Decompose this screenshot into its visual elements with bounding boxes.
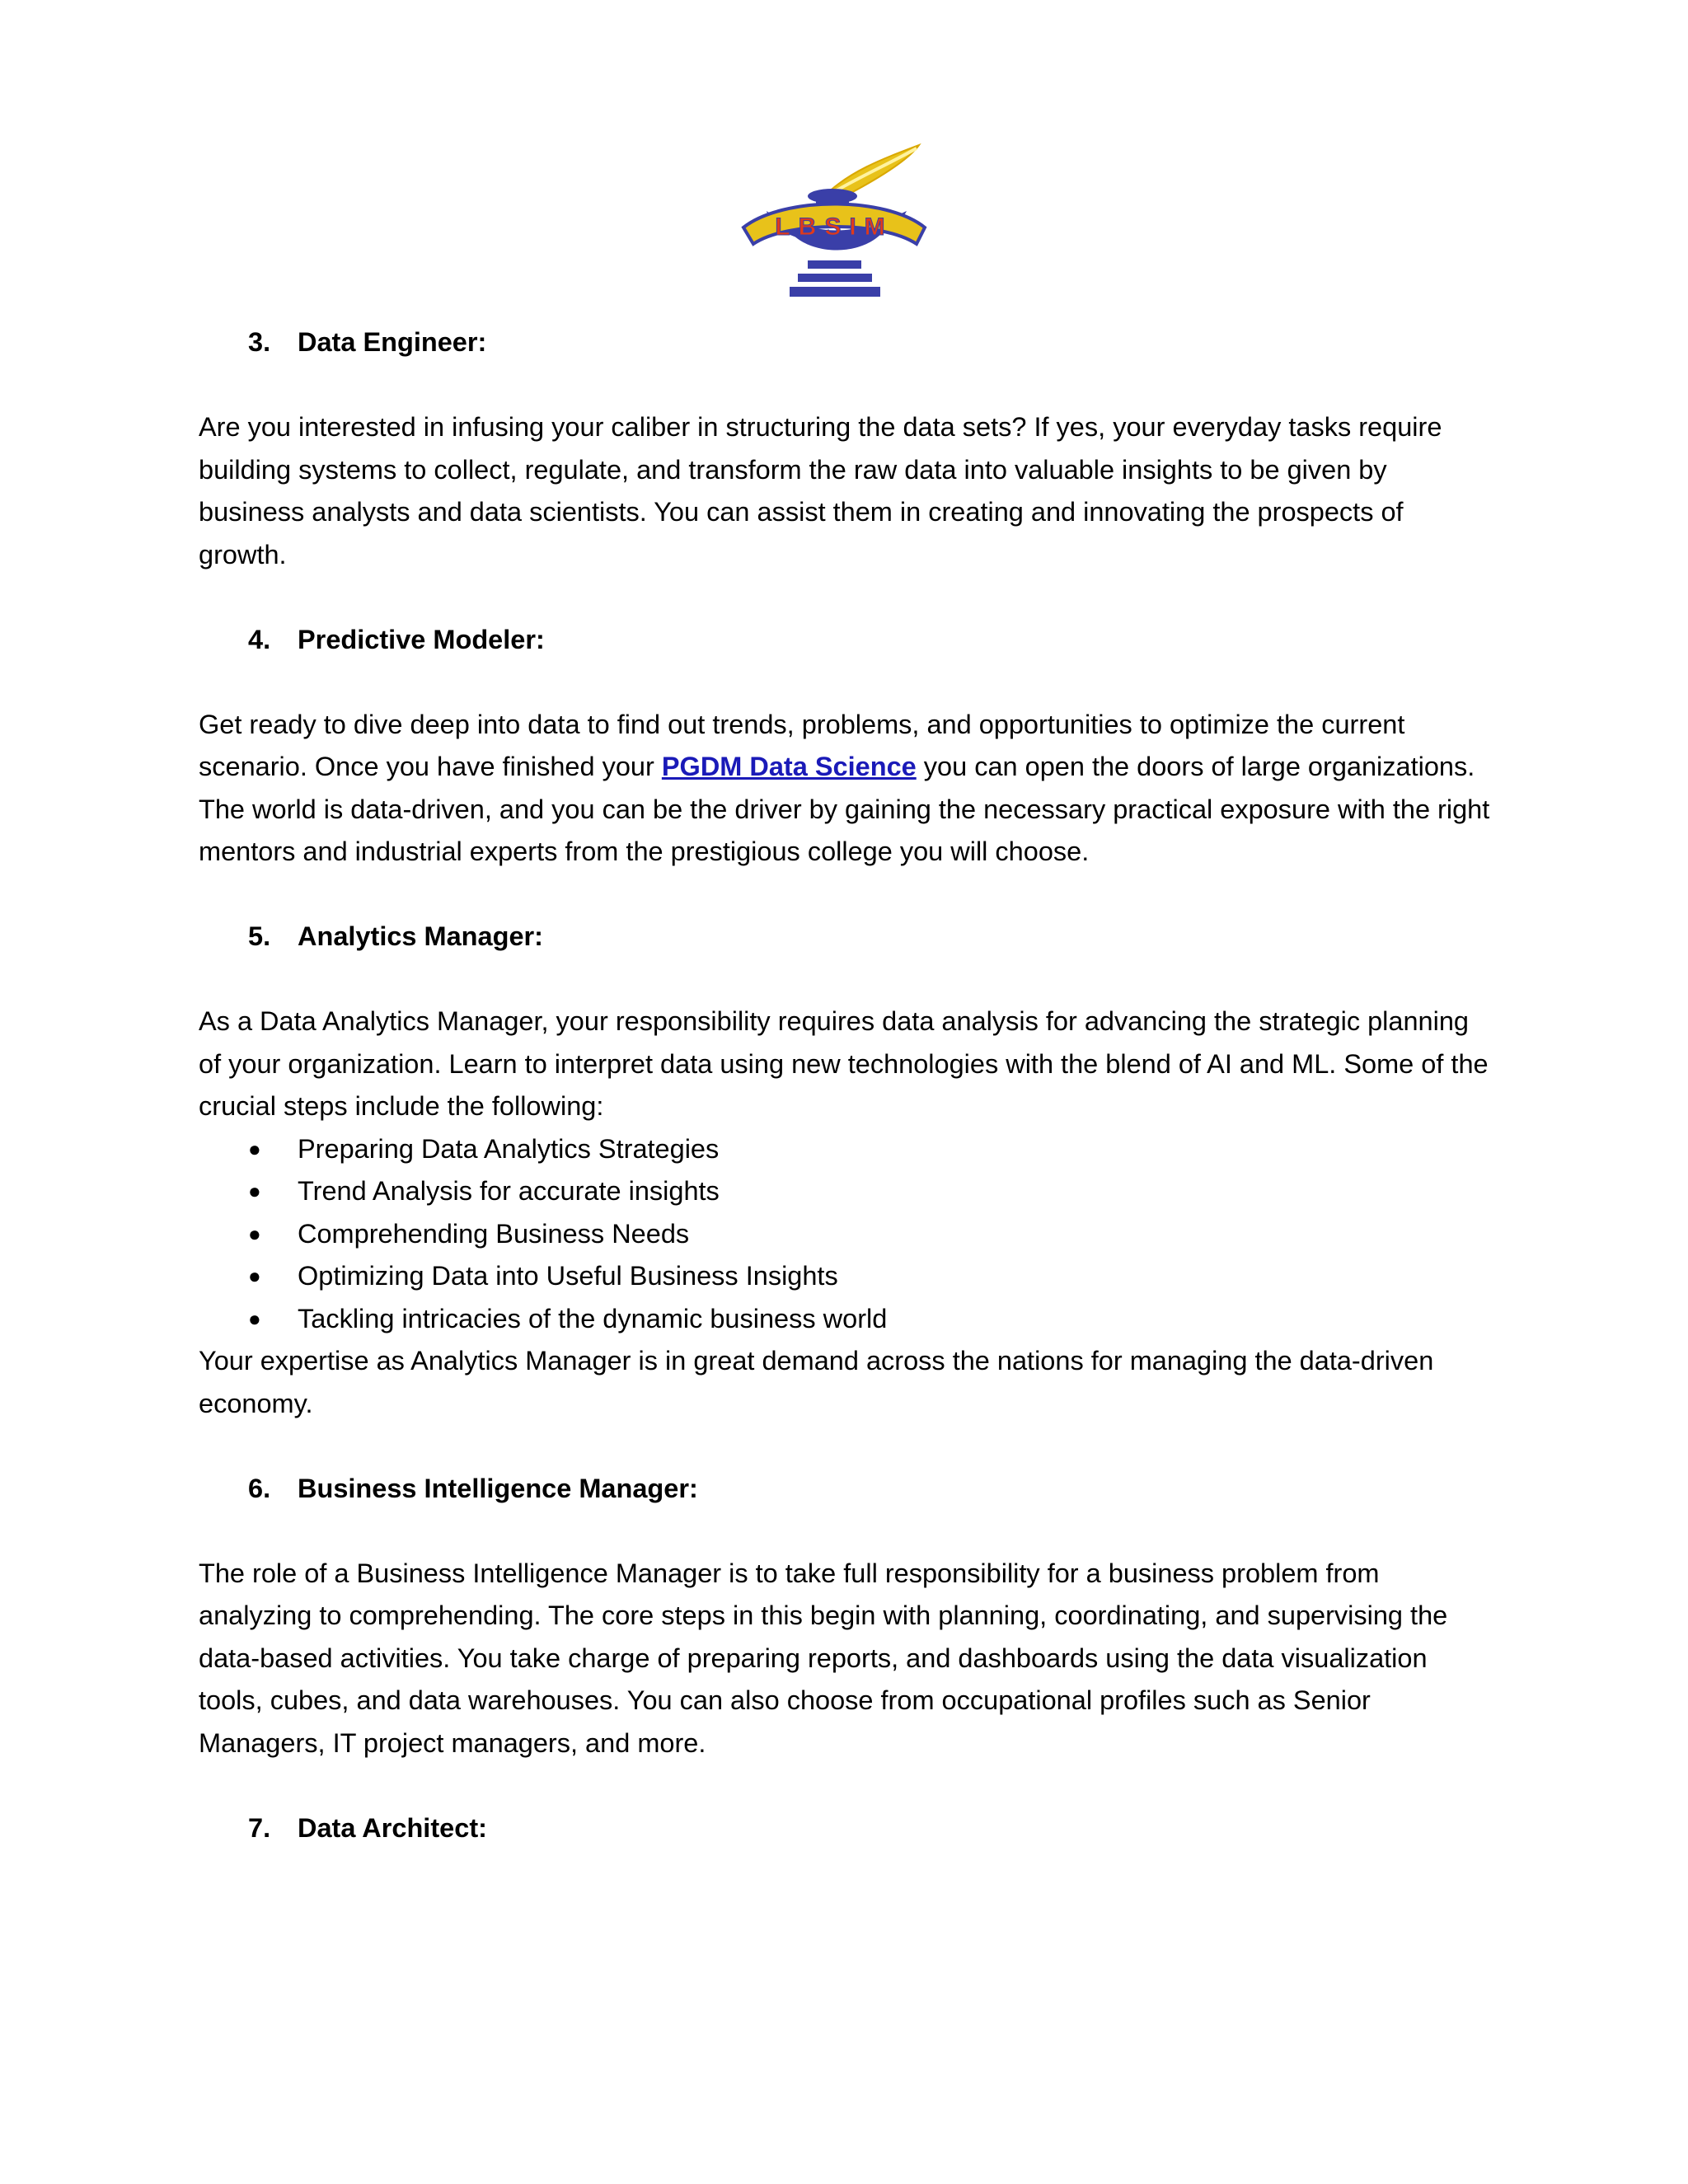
- section-heading: 4. Predictive Modeler:: [248, 619, 1493, 662]
- section-paragraph: The role of a Business Intelligence Manager is to take full responsibility for a business problem from analyzing to comprehending. The core steps in this begin with planning, coordinating, and supervising the data-based activities. You take charge of preparing reports, and dashboards using the data visualization tools, cubes, and data warehouses. You can also choose from occupational profiles such as Senior Managers, IT project managers, and more.: [199, 1558, 1448, 1758]
- section-heading: 3. Data Engineer:: [248, 321, 1493, 364]
- list-item: ● Comprehending Business Needs: [199, 1213, 1493, 1256]
- section-title: Business Intelligence Manager:: [298, 1473, 698, 1503]
- section-closing: Your expertise as Analytics Manager is in great demand across the nations for managing the data-driven economy.: [199, 1346, 1434, 1418]
- list-item: ● Tackling intricacies of the dynamic business world: [199, 1298, 1493, 1341]
- steps-list: [199, 1128, 1493, 1341]
- section-paragraph: As a Data Analytics Manager, your responsibility requires data analysis for advancing the strategic planning of your organization. Learn to interpret data using new technologies with the blend of AI and ML. Some of the crucial steps include the following:: [199, 1006, 1489, 1121]
- bullet-icon: ●: [248, 1305, 261, 1331]
- list-item: ● Trend Analysis for accurate insights: [199, 1170, 1493, 1213]
- section-heading: 7. Data Architect:: [248, 1807, 1493, 1850]
- list-item: ● Preparing Data Analytics Strategies: [199, 1128, 1493, 1171]
- section-title: Data Architect:: [298, 1812, 487, 1843]
- logo-text: LBSIM: [775, 213, 893, 241]
- section-title: Data Engineer:: [298, 327, 487, 357]
- bullet-icon: ●: [248, 1263, 261, 1288]
- list-item: ● Optimizing Data into Useful Business Insights: [199, 1255, 1493, 1298]
- bullet-icon: ●: [248, 1221, 261, 1246]
- section-title: Analytics Manager:: [298, 921, 544, 951]
- bullet-icon: ●: [248, 1179, 261, 1203]
- document-body: [199, 321, 1493, 1849]
- bullet-icon: ●: [248, 1136, 261, 1161]
- section-heading: 5. Analytics Manager:: [248, 916, 1493, 958]
- pgdm-data-science-link[interactable]: PGDM Data Science: [661, 752, 917, 781]
- section-paragraph: Get ready to dive deep into data to find out trends, problems, and opportunities to optimize the current scenario. Once you have finished your PGDM Data Science you can open the doors of large organizations. The world is data-driven, and you can be the driver by gaining the necessary practical exposure with the right mentors and industrial experts from the prestigious college you will choose.: [199, 709, 1490, 866]
- lbsim-logo: [734, 138, 935, 303]
- section-title: Predictive Modeler:: [298, 624, 545, 654]
- section-heading: 6. Business Intelligence Manager:: [248, 1468, 1493, 1511]
- section-paragraph: Are you interested in infusing your caliber in structuring the data sets? If yes, your everyday tasks require building systems to collect, regulate, and transform the raw data into valuable insights to be given by business analysts and data scientists. You can assist them in creating and innovating the prospects of growth.: [199, 412, 1442, 569]
